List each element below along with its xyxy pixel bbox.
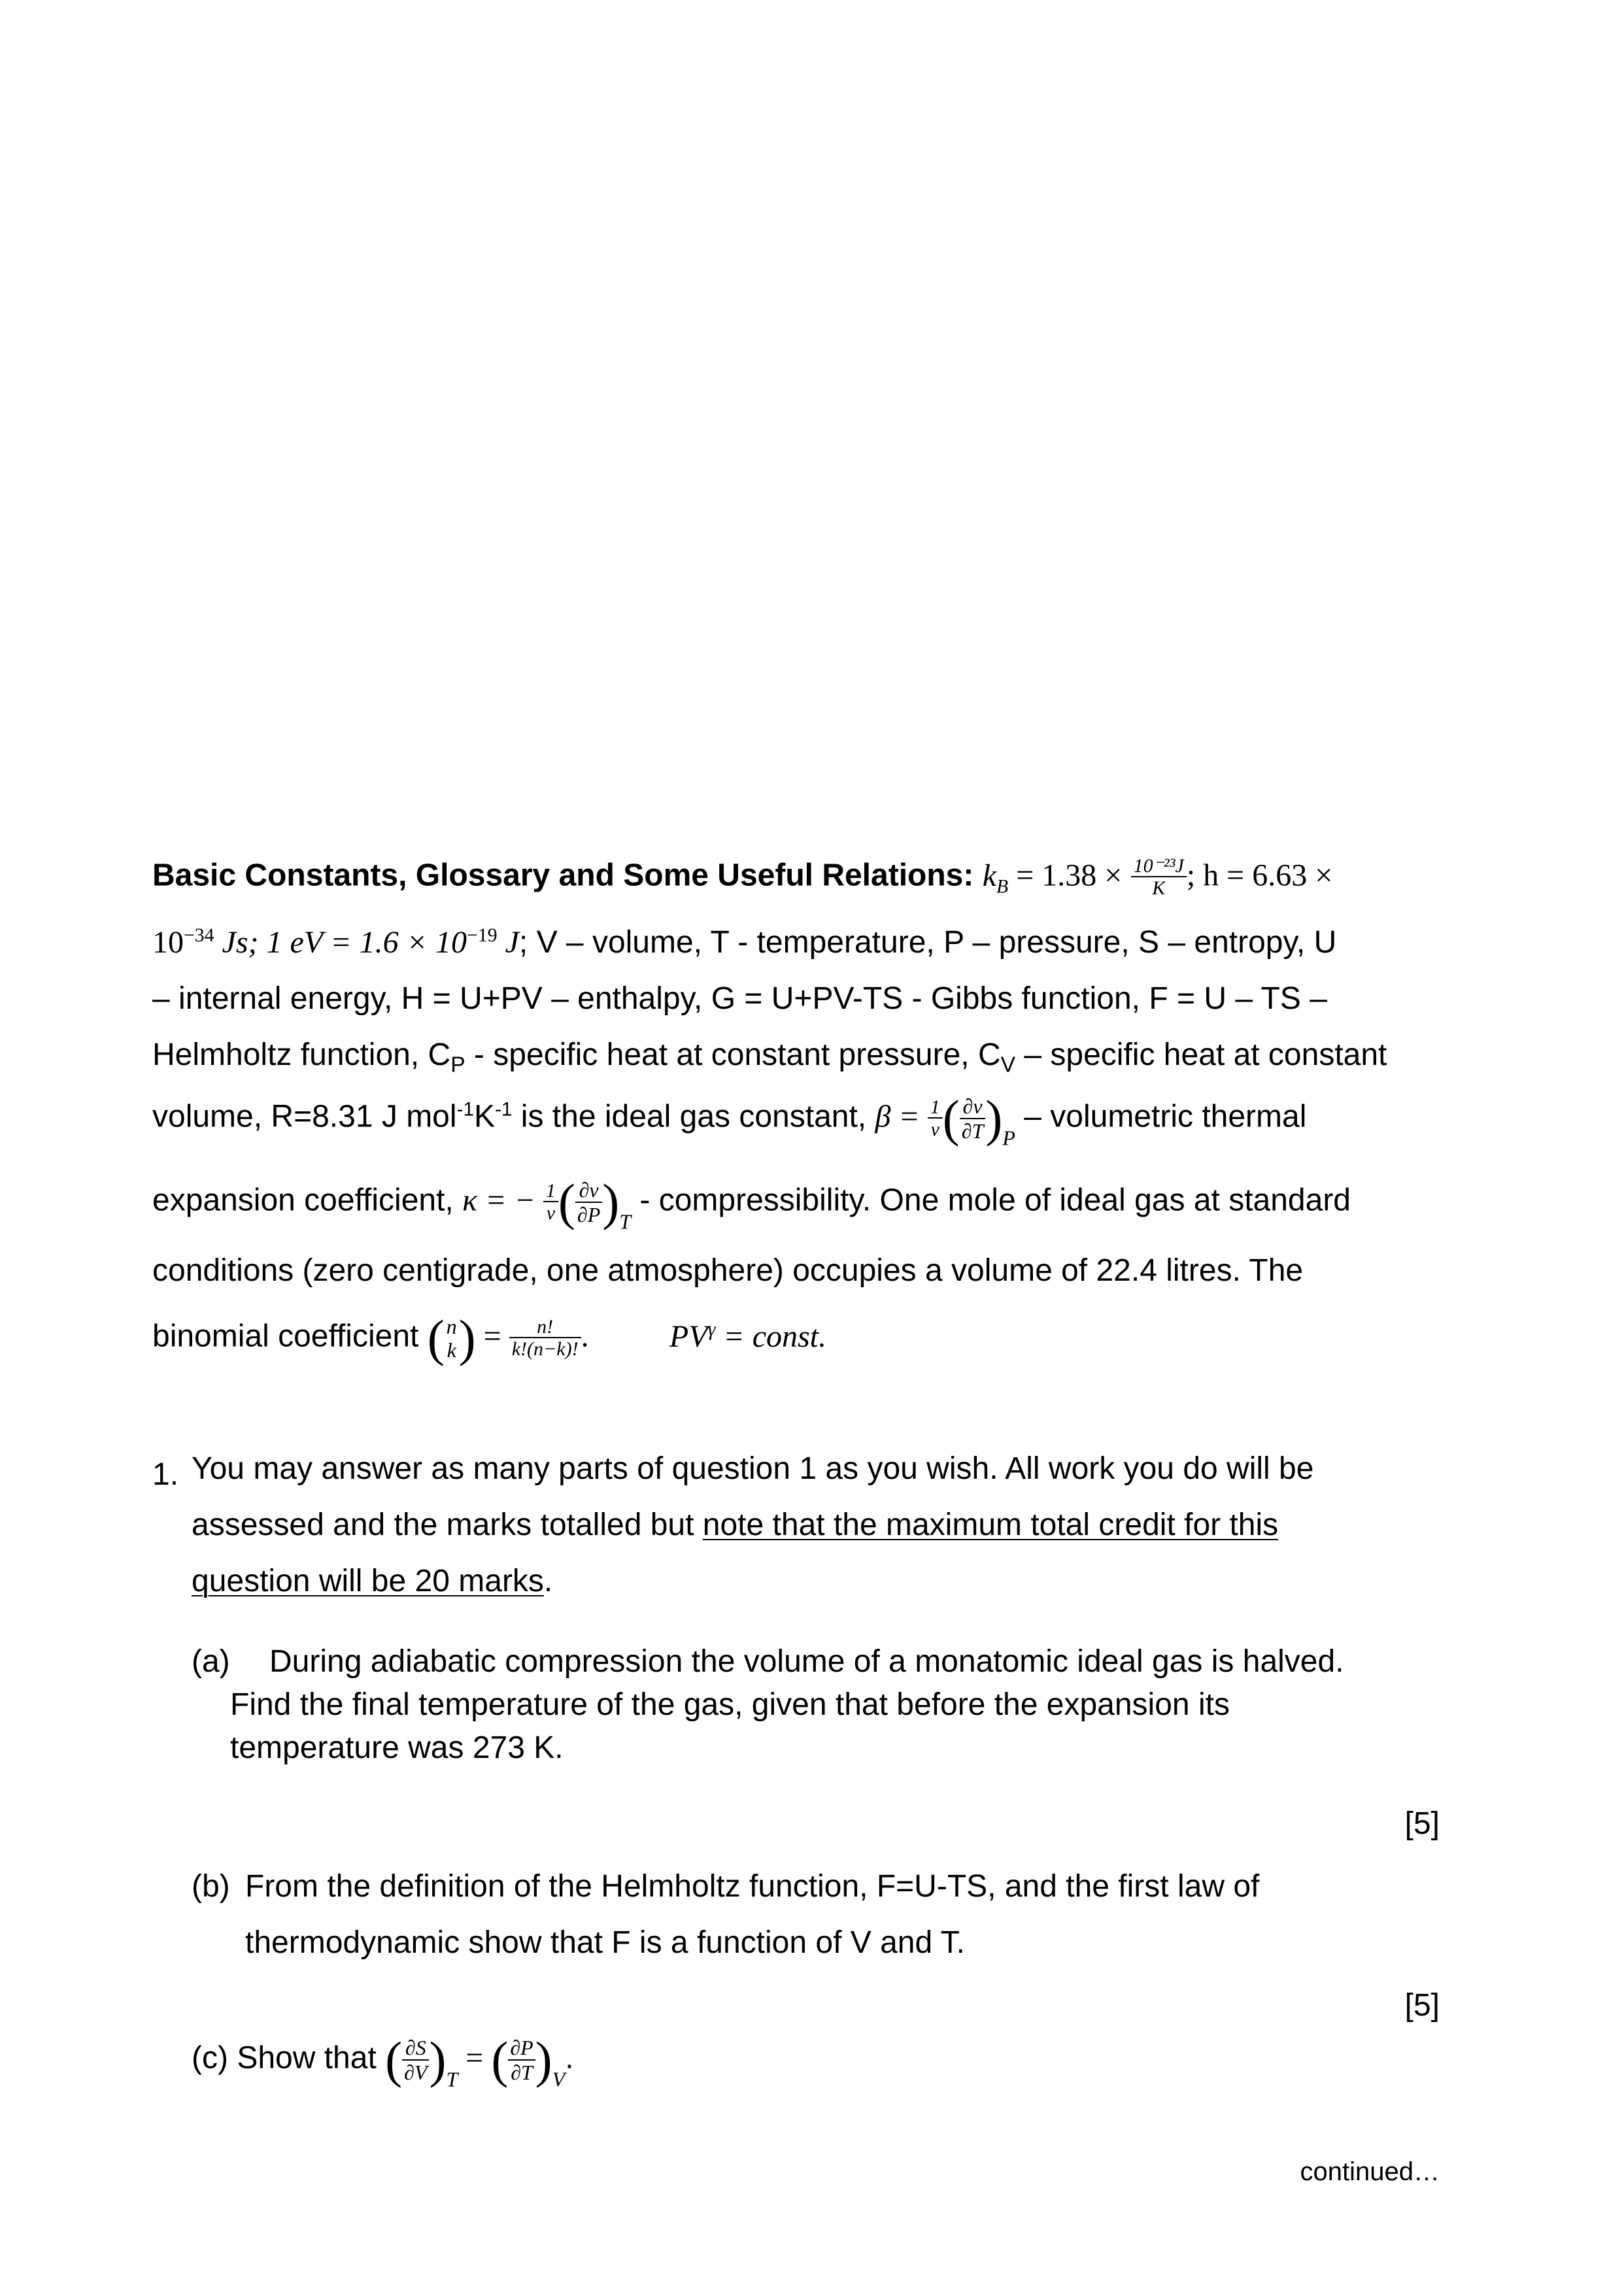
glossary-heading: Basic Constants, Glossary and Some Useful Relations: [152, 858, 974, 893]
beta-fraction: $\frac{1}{v}$ [928, 1098, 943, 1139]
part-c-text: Show that [237, 2040, 386, 2076]
part-c: (c) Show that ( $\frac{\partial S}{\partial V}$ )$_T$ = ( $\frac{\partial P}{\partial T}$ )$_V$. [192, 2031, 574, 2091]
h-constant: ; h = 6.63 × [1186, 858, 1333, 893]
part-a-text-1: During adiabatic compression the volume of a monatomic ideal gas is halved. [269, 1644, 1344, 1679]
kappa-symbol: κ = − [462, 1183, 543, 1218]
glossary-line-5: volume, R=8.31 J $mol^{-1}K^{-1}$ is the ideal gas constant, β = $\frac{1}{v}$ ( $\frac{\partial v}{\partial T}$ )$_P$ – volumetric thermal [152, 1090, 1307, 1150]
question-number: 1. [152, 1457, 179, 1492]
glossary-line-1 [152, 856, 1332, 898]
binomial-symbol: n k [446, 1315, 457, 1362]
binomial-fraction: $\frac{n!}{k!(n-k)!}$ [509, 1317, 581, 1359]
part-b-text-1: From the definition of the Helmholtz function, F=U-TS, and the first law of [245, 1869, 1260, 1904]
glossary-line-6: expansion coefficient, κ = − $\frac{1}{v}$ ( $\frac{\partial v}{\partial P}$ )$_T$ - compressibility. One mole of ideal gas at standard [152, 1173, 1351, 1234]
kb-symbol: $k_B$ [982, 858, 1009, 898]
part-a-marks: [5] [1404, 1806, 1440, 1841]
glossary-line-3: – internal energy, H = U+PV – enthalpy, G = U+PV-TS - Gibbs function, F = U – TS – [152, 981, 1327, 1016]
part-a-text-3: temperature was 273 K. [230, 1730, 564, 1765]
part-c-rhs-derivative: $\frac{\partial P}{\partial T}$ [508, 2037, 535, 2083]
part-c-label: (c) [192, 2040, 228, 2076]
part-c-lhs-derivative: $\frac{\partial S}{\partial V}$ [402, 2037, 429, 2083]
continued-note: continued… [1300, 2157, 1440, 2186]
part-a-text-2: Find the final temperature of the gas, given that before the expansion its [230, 1687, 1230, 1722]
kappa-fraction: $\frac{1}{v}$ [543, 1181, 558, 1223]
glossary-symbols-text: ; V – volume, T - temperature, P – pressure, S – entropy, U [518, 925, 1337, 960]
kb-fraction: $\frac{\text{10⁻²³J}}{K}$ [1131, 856, 1187, 898]
glossary-line-4: Helmholtz function, $C_P$ - specific heat at constant pressure, $C_V$ – specific heat at constant [152, 1037, 1387, 1077]
glossary-line-2 [152, 924, 1337, 960]
adiabatic-formula: $PV^\gamma$ = const. [669, 1318, 827, 1354]
h-value: $10^{-34}$ Js; 1 eV = $1.6 \times 10^{-19}$ J [152, 924, 519, 960]
glossary-line-7: conditions (zero centigrade, one atmosphere) occupies a volume of 22.4 litres. The [152, 1253, 1304, 1288]
part-b-marks: [5] [1404, 1988, 1440, 2023]
glossary-line-8: binomial coefficient ( n k ) = $\frac{n!}{k!(n-k)!}$ . $PV^\gamma$ = const. [152, 1309, 827, 1366]
question-intro: You may answer as many parts of question 1 as you wish. All work you do will be assessed and the marks totalled but note that the maximum total credit for this question will be 20 marks. [192, 1451, 1314, 1598]
part-b-label: (b) [192, 1869, 230, 1904]
beta-symbol: β = [875, 1099, 928, 1134]
kappa-derivative: $\frac{\partial v}{\partial P}$ [575, 1179, 602, 1225]
part-a-label: (a) [192, 1644, 230, 1679]
kb-equals: = 1.38 × [1008, 858, 1123, 893]
part-b-text-2: thermodynamic show that F is a function of V and T. [245, 1925, 965, 1960]
beta-derivative: $\frac{\partial v}{\partial T}$ [960, 1096, 986, 1141]
